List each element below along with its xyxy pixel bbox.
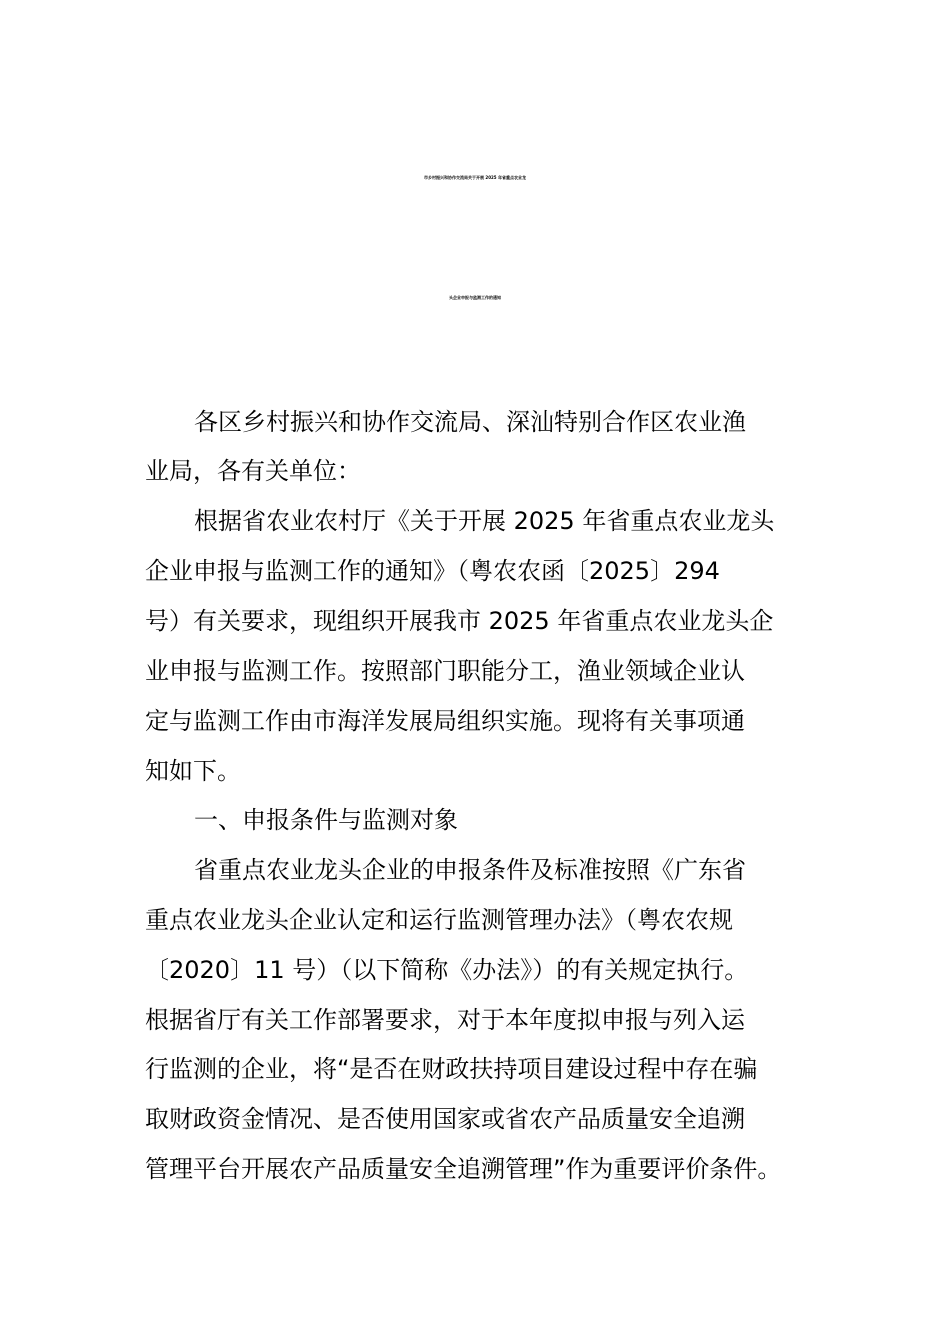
section-heading-1: 一、申报条件与监测对象 <box>194 806 458 834</box>
body-line-14: 行监测的企业，将“是否在财政扶持项目建设过程中存在骗 <box>145 1055 758 1083</box>
document-title-line-1: 市乡村振兴和协作交流局关于开展 2025 年省重点农业龙 <box>424 175 526 180</box>
body-line-6: 业申报与监测工作。按照部门职能分工，渔业领域企业认 <box>145 657 745 685</box>
body-line-12: 〔2020〕11 号）（以下简称《办法》）的有关规定执行。 <box>145 956 749 984</box>
body-line-3: 根据省农业农村厅《关于开展 2025 年省重点农业龙头 <box>194 507 775 535</box>
body-line-15: 取财政资金情况、是否使用国家或省农产品质量安全追溯 <box>145 1105 745 1133</box>
body-line-16: 管理平台开展农产品质量安全追溯管理”作为重要评价条件。 <box>145 1155 782 1183</box>
body-line-8: 知如下。 <box>145 757 241 785</box>
body-line-5: 号）有关要求，现组织开展我市 2025 年省重点农业龙头企 <box>145 607 774 635</box>
body-line-2: 业局，各有关单位： <box>145 457 361 485</box>
body-line-13: 根据省厅有关工作部署要求，对于本年度拟申报与列入运 <box>145 1006 745 1034</box>
body-line-11: 重点农业龙头企业认定和运行监测管理办法》（粤农农规 <box>145 906 733 934</box>
body-line-1: 各区乡村振兴和协作交流局、深汕特别合作区农业渔 <box>194 408 746 436</box>
body-line-10: 省重点农业龙头企业的申报条件及标准按照《广东省 <box>194 856 746 884</box>
body-line-4: 企业申报与监测工作的通知》（粤农农函〔2025〕294 <box>145 557 720 585</box>
body-line-7: 定与监测工作由市海洋发展局组织实施。现将有关事项通 <box>145 707 745 735</box>
document-title-line-2: 头企业申报与监测工作的通知 <box>449 295 501 300</box>
